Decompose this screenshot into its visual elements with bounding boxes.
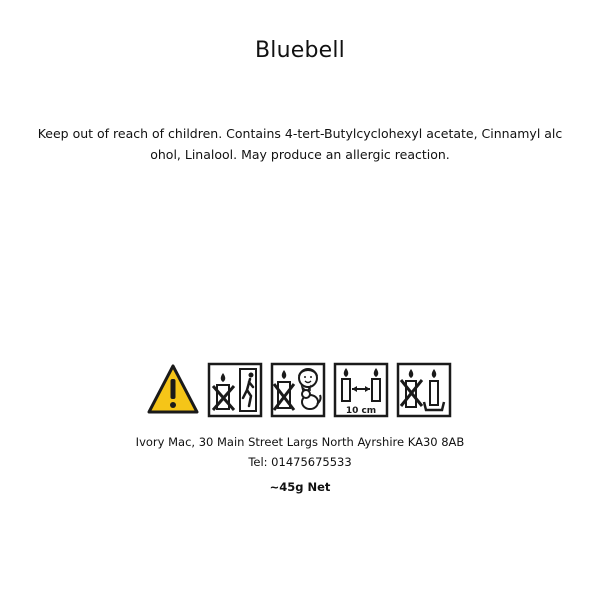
no-unattended-candle-icon: [207, 362, 263, 418]
manufacturer-phone: Tel: 01475675533: [248, 455, 352, 469]
manufacturer-info: [0, 432, 600, 472]
net-weight: ~45g Net: [269, 480, 331, 494]
product-title: Bluebell: [254, 38, 345, 63]
no-flammable-surface-icon: [396, 362, 452, 418]
candle-spacing-icon: [333, 362, 389, 418]
manufacturer-address: Ivory Mac, 30 Main Street Largs North Ayrshire KA30 8AB: [135, 435, 465, 449]
warning-triangle-icon: [146, 362, 200, 418]
safety-icons-row: [0, 362, 600, 422]
keep-away-from-children-pets-icon: [270, 362, 326, 418]
candle-spacing-label: 10 cm: [345, 406, 377, 416]
warning-text: Keep out of reach of children. Contains 4-tert-Butylcyclohexyl acetate, Cinnamyl alcohol, Linalool. May produce an allergic reaction.: [37, 126, 563, 162]
